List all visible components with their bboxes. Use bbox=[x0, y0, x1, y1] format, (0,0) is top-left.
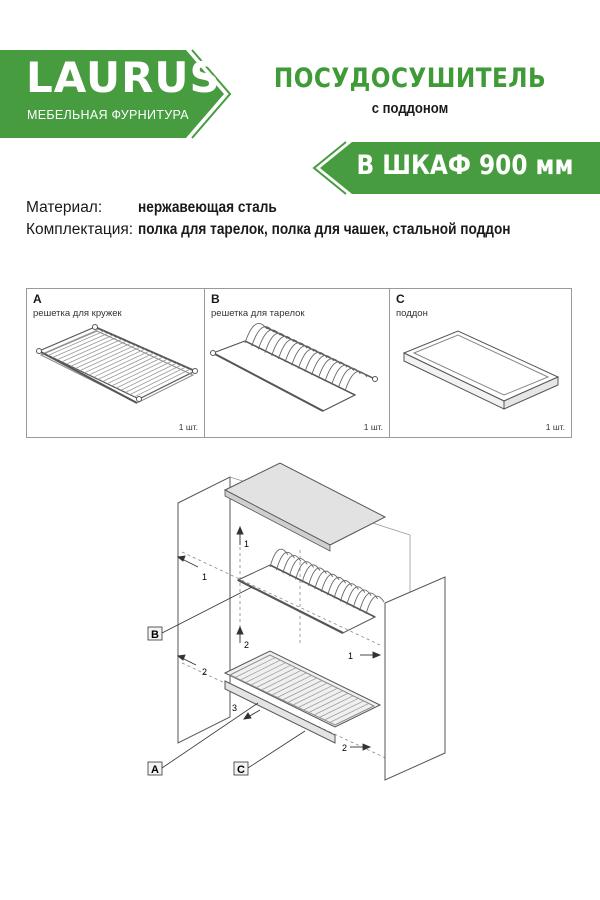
part-caption: решетка для тарелок bbox=[211, 308, 305, 319]
cup-rack-drawing bbox=[27, 317, 204, 427]
part-qty: 1 шт. bbox=[178, 422, 198, 432]
assembly-diagram bbox=[130, 455, 460, 790]
callout-label: B bbox=[151, 629, 159, 641]
step-number: 2 bbox=[202, 667, 208, 677]
callout-label: A bbox=[151, 764, 159, 776]
step-number: 1 bbox=[348, 651, 354, 661]
left-side-panel bbox=[178, 477, 230, 743]
brand-tagline: МЕБЕЛЬНАЯ ФУРНИТУРА bbox=[27, 108, 189, 122]
spec-material-label: Материал: bbox=[26, 199, 103, 216]
size-banner-label: В ШКАФ 900 мм bbox=[356, 150, 574, 181]
step-number: 1 bbox=[202, 572, 208, 582]
product-subtitle: с поддоном bbox=[371, 101, 449, 117]
step-number: 2 bbox=[342, 743, 348, 753]
callout-a bbox=[148, 762, 162, 776]
assembly-cup-rack bbox=[225, 651, 380, 743]
callout-label: C bbox=[237, 764, 245, 776]
right-side-panel bbox=[385, 577, 445, 780]
spec-kit-value: полка для тарелок, полка для чашек, стальной поддон bbox=[138, 221, 511, 238]
part-cell-b bbox=[205, 289, 389, 437]
callout-b bbox=[148, 627, 162, 641]
drip-tray-drawing bbox=[390, 317, 571, 427]
part-letter: C bbox=[396, 292, 405, 306]
step-number: 1 bbox=[244, 539, 250, 549]
part-caption: поддон bbox=[396, 308, 428, 319]
part-letter: A bbox=[33, 292, 42, 306]
brand-logo: LAURUS bbox=[26, 53, 221, 102]
part-letter: B bbox=[211, 292, 220, 306]
part-qty: 1 шт. bbox=[363, 422, 383, 432]
assembly-plate-rack bbox=[238, 549, 384, 633]
callout-c bbox=[234, 762, 248, 776]
part-caption: решетка для кружек bbox=[33, 308, 122, 319]
step-number: 3 bbox=[232, 703, 238, 713]
part-cell-c bbox=[390, 289, 571, 437]
plate-rack-drawing bbox=[205, 317, 389, 427]
step-number: 2 bbox=[244, 640, 250, 650]
part-cell-a bbox=[27, 289, 204, 437]
product-title: ПОСУДОСУШИТЕЛЬ bbox=[273, 63, 547, 94]
part-qty: 1 шт. bbox=[545, 422, 565, 432]
spec-kit-label: Комплектация: bbox=[26, 221, 134, 238]
spec-material-value: нержавеющая сталь bbox=[138, 199, 277, 216]
parts-table bbox=[26, 288, 572, 438]
